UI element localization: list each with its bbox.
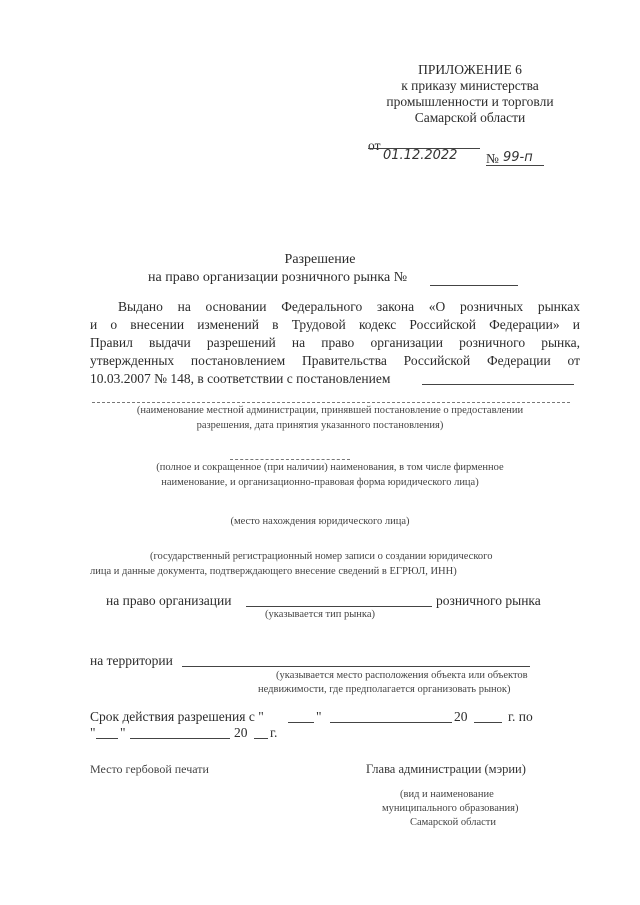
- appendix-title: ПРИЛОЖЕНИЕ 6: [418, 62, 522, 77]
- paragraph-line-2: и о внесении изменений в Трудовой кодекс Российской Федерации» и: [90, 317, 580, 332]
- appendix-line-2: промышленности и торговли: [386, 94, 554, 109]
- caption-registration-2: лица и данные документа, подтверждающего внесение сведений в ЕГРЮЛ, ИНН): [90, 566, 457, 577]
- validity-suffix-2: г.: [270, 725, 278, 740]
- head-of-administration: Глава администрации (мэрии): [366, 762, 526, 776]
- validity-suffix-1: г. по: [508, 709, 533, 724]
- market-type-line: [246, 606, 432, 607]
- document-title: Разрешение: [284, 252, 356, 267]
- paragraph-line-1: Выдано на основании Федерального закона «О розничных рынках: [118, 299, 580, 314]
- paragraph-line-5: 10.03.2007 № 148, в соответствии с постановлением: [90, 371, 391, 386]
- validity-month-line-2: [130, 738, 230, 739]
- signature-sub-1: (вид и наименование: [400, 789, 494, 800]
- validity-month-line-1: [330, 722, 452, 723]
- validity-prefix: Срок действия разрешения с ": [90, 709, 264, 724]
- market-prefix: на право организации: [106, 593, 232, 608]
- caption-admin-2: разрешения, дата принятия указанного постановления): [196, 420, 444, 431]
- caption-place-2: недвижимости, где предполагается организовать рынок): [258, 684, 511, 695]
- caption-place-1: (указывается место расположения объекта или объектов: [276, 670, 528, 681]
- caption-location: (место нахождения юридического лица): [230, 516, 410, 527]
- paragraph-line-3: Правил выдачи разрешений на право организации розничного рынка,: [90, 335, 580, 350]
- signature-sub-2: муниципального образования): [382, 803, 519, 814]
- territory-label: на территории: [90, 653, 173, 668]
- validity-quote-1: ": [316, 709, 322, 724]
- caption-name-2: наименование, и организационно-правовая форма юридического лица): [161, 477, 479, 488]
- validity-quote-2b: ": [120, 725, 126, 740]
- validity-quote-2a: ": [90, 725, 96, 740]
- caption-name-1: (полное и сокращенное (при наличии) наименования, в том числе фирменное: [156, 462, 504, 473]
- admin-line: [92, 402, 570, 403]
- validity-year-2: 20: [234, 725, 248, 740]
- number-underline: [486, 165, 544, 166]
- signature-sub-3: Самарской области: [410, 817, 496, 828]
- validity-year-1: 20: [454, 709, 468, 724]
- document-subtitle: на право организации розничного рынка №: [148, 270, 408, 285]
- caption-registration-1: (государственный регистрационный номер записи о создании юридического: [150, 551, 493, 562]
- validity-year-line-1: [474, 722, 502, 723]
- validity-day-line-1: [288, 722, 314, 723]
- territory-line: [182, 666, 530, 667]
- caption-market-type: (указывается тип рынка): [265, 609, 375, 620]
- caption-admin-1: (наименование местной администрации, принявшей постановление о предоставлении: [136, 405, 524, 416]
- resolution-line: [422, 384, 574, 385]
- appendix-from-label: от: [368, 138, 381, 153]
- appendix-line-3: Самарской области: [414, 110, 526, 125]
- name-line: [230, 459, 350, 460]
- market-number-line: [430, 285, 518, 286]
- paragraph-line-4: утвержденных постановлением Правительства Российской Федерации от: [90, 353, 580, 368]
- appendix-number-label: №: [486, 151, 499, 166]
- seal-label: Место гербовой печати: [90, 762, 209, 776]
- validity-day-line-2: [96, 738, 118, 739]
- market-suffix: розничного рынка: [436, 593, 541, 608]
- appendix-number: 99-п: [503, 150, 533, 165]
- appendix-date: 01.12.2022: [383, 148, 458, 163]
- appendix-line-1: к приказу министерства: [401, 78, 539, 93]
- validity-year-line-2: [254, 738, 268, 739]
